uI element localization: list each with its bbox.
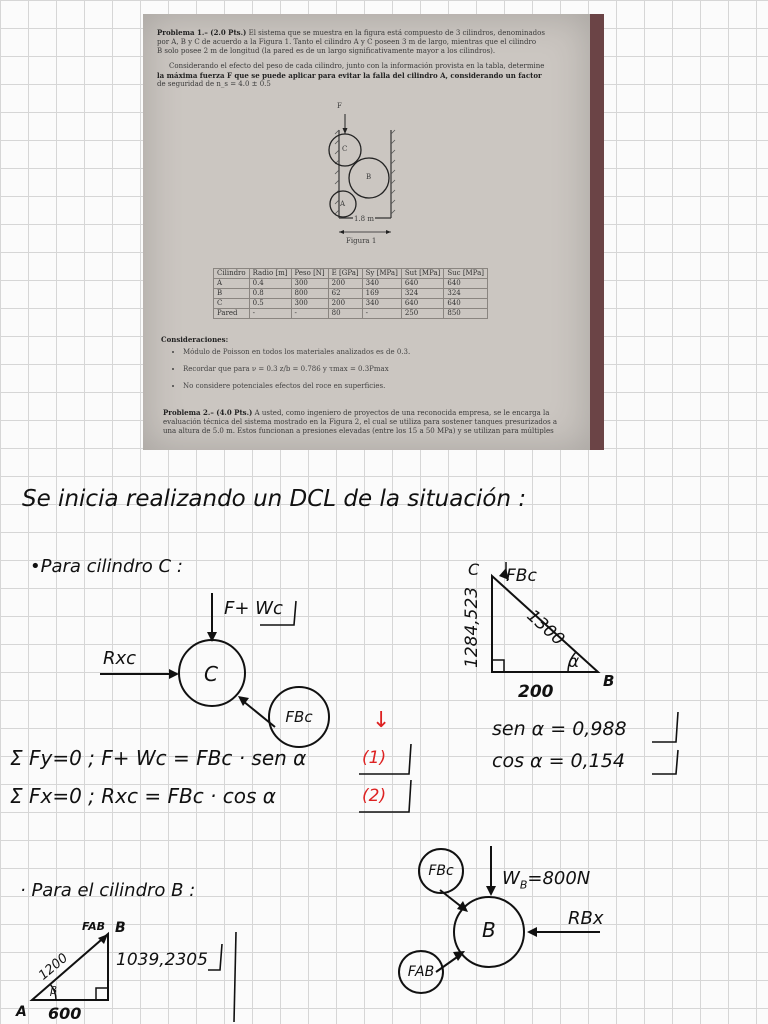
figure1-dimension: 1.8 m <box>354 215 374 223</box>
table-cell: 340 <box>362 279 401 289</box>
cos-alpha: cos α = 0,154 <box>492 750 625 772</box>
label-f-wc: F+ Wc <box>224 598 283 619</box>
table-cell: 250 <box>401 309 444 319</box>
triangle2-base: 600 <box>48 1004 82 1023</box>
problem1-line5: la máxima fuerza F que se puede aplicar para evitar la falla del cilindro A, considerando un factor <box>157 71 542 80</box>
triangle2-label-a: A <box>16 1004 27 1020</box>
triangle2-label-fab: FAB <box>82 920 105 933</box>
properties-table <box>213 268 488 319</box>
result-brackets <box>650 708 690 778</box>
equation-brackets <box>355 740 425 815</box>
right-margin-line <box>228 930 248 1024</box>
label-fbc-b: FBc <box>418 848 464 894</box>
table-cell: 0.4 <box>249 279 291 289</box>
cylinder-b-heading: · Para el cilindro B : <box>20 880 196 901</box>
figure1-label-c: C <box>342 145 348 153</box>
problem2-line3: una altura de 5.0 m. Estos funcionan a presiones elevadas (entre los 15 a 50 MPa) y se utilizan para múltiples <box>163 427 554 435</box>
cylinder-c-heading: •Para cilindro C : <box>30 556 183 577</box>
table-cell: A <box>214 279 250 289</box>
triangle-hypotenuse: 1300 <box>522 606 569 650</box>
problem2-heading: Problema 2.– (4.0 Pts.) <box>163 408 253 417</box>
arrow-down-icon: ↓ <box>372 708 391 733</box>
table-cell: 200 <box>328 279 362 289</box>
problem1-heading: Problema 1.– (2.0 Pts.) <box>157 28 247 37</box>
table-cell: - <box>249 309 291 319</box>
table-cell: 0.8 <box>249 289 291 299</box>
table-cell: C <box>214 299 250 309</box>
figure1-label-a: A <box>340 200 346 208</box>
table-cell: 640 <box>444 279 488 289</box>
problem1-line2: por A, B y C de acuerdo a la Figura 1. Tanto el cilindro A y C poseen 3 m de largo, mientras que el cilindro <box>157 38 537 46</box>
label-circle-b: B <box>482 918 496 942</box>
triangle2-vertical: 1039,2305 <box>116 950 208 970</box>
sen-alpha: sen α = 0,988 <box>492 718 627 740</box>
problem2-line1: A usted, como ingeniero de proyectos de una reconocida empresa, se le encarga la <box>254 409 550 417</box>
table-row <box>214 309 488 319</box>
table-cell: 300 <box>291 299 328 309</box>
label-wb-sub: B <box>519 878 528 892</box>
intro-heading: Se inicia realizando un DCL de la situación : <box>22 486 527 512</box>
problem1-line4: Considerando el efecto del peso de cada cilindro, junto con la información provista en la tabla, determine <box>169 62 545 70</box>
table-cell: B <box>214 289 250 299</box>
table-cell: 640 <box>444 299 488 309</box>
equation-2: Σ Fx=0 ; Rxc = FBc · cos α <box>10 784 276 808</box>
triangle-label-c: C <box>468 560 480 579</box>
table-cell: 850 <box>444 309 488 319</box>
problem1-line3: B solo posee 2 m de longitud (la pared es de un largo significativamente mayor a los cilindros). <box>157 47 496 55</box>
equation-1: Σ Fy=0 ; F+ Wc = FBc · sen α <box>10 746 307 770</box>
label-rbx: RBx <box>568 908 604 929</box>
table-header-cell: Radio [m] <box>249 269 291 279</box>
label-fab: FAB <box>398 950 444 994</box>
table-row <box>214 279 488 289</box>
table-header-cell: Peso [N] <box>291 269 328 279</box>
list-item: • Módulo de Poisson en todos los materiales analizados es de 0.3. <box>183 348 410 356</box>
equation-1-tag: (1) <box>362 748 387 768</box>
label-wb <box>502 868 590 892</box>
problem1-line6: de seguridad de n_s = 4.0 ± 0.5 <box>157 80 271 88</box>
table-cell: - <box>362 309 401 319</box>
table-header-cell: Sy [MPa] <box>362 269 401 279</box>
label-wb-value: =800N <box>527 868 591 889</box>
table-cell: 62 <box>328 289 362 299</box>
figure1-force-label: F <box>337 102 342 110</box>
triangle-alpha: α <box>568 652 580 672</box>
equation-2-tag: (2) <box>362 786 387 806</box>
triangle-label-b: B <box>603 672 615 690</box>
table-cell: - <box>291 309 328 319</box>
table-cell: 169 <box>362 289 401 299</box>
table-header-cell: E [GPa] <box>328 269 362 279</box>
table-cell: 200 <box>328 299 362 309</box>
table-row <box>214 299 488 309</box>
triangle-base: 200 <box>518 682 554 702</box>
table-cell: 800 <box>291 289 328 299</box>
problem2-text <box>163 408 583 436</box>
table-header-cell: Sut [MPa] <box>401 269 444 279</box>
table-cell: 0.5 <box>249 299 291 309</box>
problem1-line1: El sistema que se muestra en la figura está compuesto de 3 cilindros, denominados <box>248 29 545 37</box>
triangle2-label-b: B <box>115 920 126 936</box>
table-cell: 324 <box>401 289 444 299</box>
label-rxc: Rxc <box>103 648 137 669</box>
label-wb-w: W <box>502 868 520 889</box>
triangle-vertical: 1284,523 <box>462 586 482 668</box>
label-fbc: FBc <box>268 686 330 748</box>
table-header-row <box>214 269 488 279</box>
triangle2-hypotenuse: 1200 <box>36 950 71 984</box>
table-header-cell: Suc [MPa] <box>444 269 488 279</box>
figure1-caption: Figura 1 <box>346 237 377 245</box>
figure1-diagram <box>313 100 413 250</box>
figure1-label-b: B <box>366 173 372 181</box>
table-cell: 300 <box>291 279 328 289</box>
table-cell: 640 <box>401 279 444 289</box>
problem1-text <box>157 28 577 89</box>
table-cell: 340 <box>362 299 401 309</box>
list-item: • No considere potenciales efectos del roce en superficies. <box>183 382 410 390</box>
considerations-list <box>173 348 410 399</box>
list-item: • Recordar que para ν = 0.3 z/b = 0.786 y τmax = 0.3Pmax <box>183 365 410 373</box>
triangle2-beta: β <box>50 984 58 997</box>
problem2-line2: evaluación técnica del sistema mostrado en la Figura 2, el cual se utiliza para sostener tanques presurizados a <box>163 418 558 426</box>
table-header-cell: Cilindro <box>214 269 250 279</box>
considerations-title: Consideraciones: <box>161 335 229 344</box>
triangle-label-fbc: FBc <box>506 566 537 586</box>
table-cell: 640 <box>401 299 444 309</box>
table-cell: 80 <box>328 309 362 319</box>
label-circle-c: C <box>204 662 218 686</box>
table-cell: Pared <box>214 309 250 319</box>
table-cell: 324 <box>444 289 488 299</box>
exam-photo <box>143 14 590 450</box>
table-row <box>214 289 488 299</box>
